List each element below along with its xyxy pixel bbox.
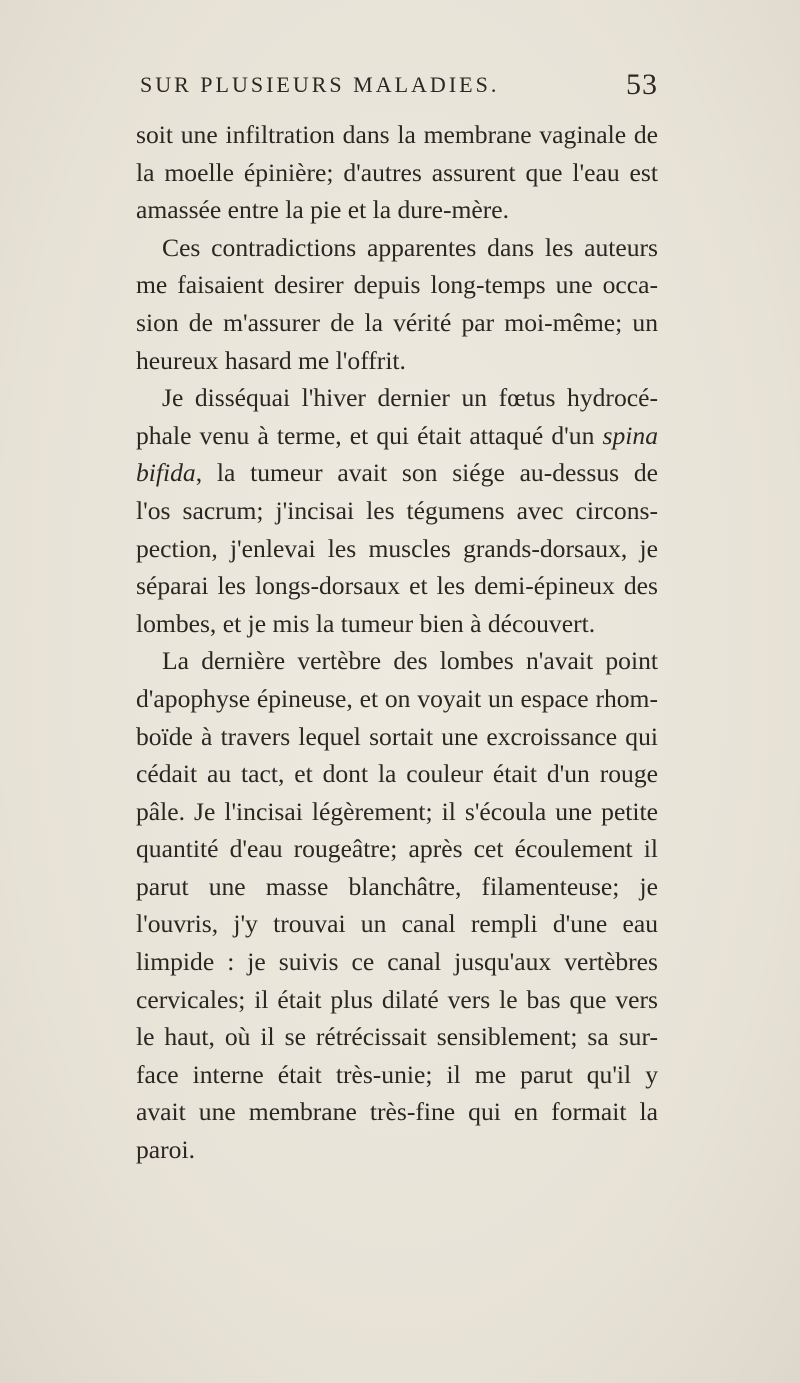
running-head: SUR PLUSIEURS MALADIES. [140,72,500,97]
text-line: boïde à travers lequel sortait une excroissance qui [136,721,658,751]
text-line: pection, j'enlevai les muscles grands-dorsaux, je [136,533,658,563]
text-line [136,417,658,455]
text-line: paroi. [136,1135,195,1165]
text-line: soit une infiltration dans la membrane vaginale de [136,120,658,149]
text-line: me faisaient desirer depuis long-temps une occa- [136,270,658,300]
text-line: amassée entre la pie et la dure-mère. [136,195,510,225]
body-text [136,116,658,1169]
text-line: séparai les longs-dorsaux et les demi-épineux des [136,571,658,601]
text-line-segment: phale venu à terme, et qui était attaqué d'un [136,420,595,450]
text-line: parut une masse blanchâtre, filamenteuse; je [136,871,658,901]
text-line: l'os sacrum; j'incisai les tégumens avec circons- [136,495,658,525]
text-line: la moelle épinière; d'autres assurent que l'eau est [136,157,658,187]
page-number: 53 [626,68,658,101]
text-line: le haut, où il se rétrécissait sensiblement; sa sur- [136,1022,658,1052]
text-line: d'apophyse épineuse, et on voyait un espace rhom- [136,683,658,713]
text-line: face interne était très-unie; il me parut qu'il y [136,1059,658,1089]
text-line: limpide : je suivis ce canal jusqu'aux vertèbres [136,947,658,977]
text-line: lombes, et je mis la tumeur bien à découvert. [136,608,596,638]
text-line: bifida, la tumeur avait son siége au-dessus de [136,458,658,488]
text-line: l'ouvris, j'y trouvai un canal rempli d'une eau [136,909,658,939]
text-line: cervicales; il était plus dilaté vers le bas que vers [136,984,658,1014]
text-line: sion de m'assurer de la vérité par moi-même; un [136,307,658,337]
text-line: Ces contradictions apparentes dans les auteurs [162,232,658,262]
text-line: La dernière vertèbre des lombes n'avait point [162,646,658,676]
text-line: Je disséquai l'hiver dernier un fœtus hydrocé- [162,383,658,413]
text-line: quantité d'eau rougeâtre; après cet écoulement il [136,834,658,864]
italic-term: bifida [136,458,196,488]
text-line: cédait au tact, et dont la couleur était d'un rouge [136,759,658,789]
text-line: pâle. Je l'incisai légèrement; il s'écoula une petite [136,796,658,826]
page-header [130,68,658,108]
text-line: heureux hasard me l'offrit. [136,345,406,375]
italic-term: spina [602,420,658,450]
text-line: avait une membrane très-fine qui en formait la [136,1097,658,1127]
